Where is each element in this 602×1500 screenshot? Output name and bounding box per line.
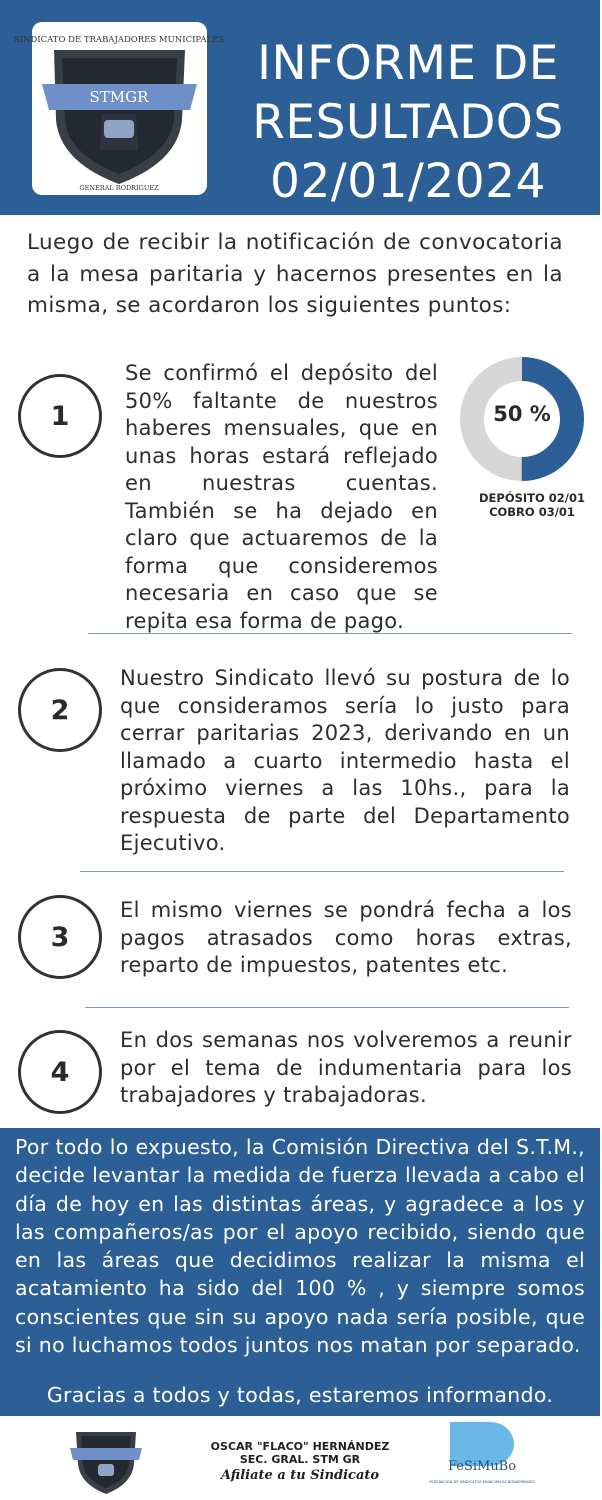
svg-text:GENERAL RODRIGUEZ: GENERAL RODRIGUEZ [79, 184, 159, 192]
divider-2 [80, 871, 564, 872]
payment-date: COBRO 03/01 [489, 505, 575, 519]
point-number-1: 1 [18, 374, 102, 458]
title-line-2: RESULTADOS [252, 95, 564, 150]
point-text-4: En dos semanas nos volveremos a reunir por el tema de indumentaria para los trabajadores y trabajadoras. [120, 1028, 572, 1107]
point-number-3: 3 [18, 895, 102, 979]
closing-line: Gracias a todos y todas, estaremos informando. [46, 1383, 554, 1407]
point-number-4: 4 [18, 1030, 102, 1114]
signatory-name: OSCAR "FLACO" HERNÁNDEZ [210, 1440, 390, 1453]
report-title [218, 34, 598, 211]
svg-text:FEDERACION DE SINDICATOS MUNIC: FEDERACION DE SINDICATOS MUNICIPALES BONAERENSES [429, 1480, 535, 1484]
svg-text:STMGR: STMGR [89, 88, 149, 106]
progress-percent-label: 50 % [493, 402, 551, 426]
divider-1 [88, 633, 572, 634]
svg-text:FeSiMuBo: FeSiMuBo [447, 1459, 517, 1474]
footer-union-logo-icon [66, 1418, 146, 1498]
conclusion-text: Por todo lo expuesto, la Comisión Directiva del S.T.M., decide levantar la medida de fuerza llevada a cabo el día de hoy en las distintas áreas, y agradece a los y las compañeros/as por el apoyo recibido, siendo que en las áreas que decidimos realizar la misma el acatamiento ha sido del 100 % , y siempre somos conscientes que sin su apoyo nada sería posible, que si no luchamos todos juntos nos matan por separado. [15, 1135, 585, 1358]
signatory [185, 1440, 415, 1466]
svg-text:SINDICATO DE TRABAJADORES MUNI: SINDICATO DE TRABAJADORES MUNICIPALES [13, 35, 225, 45]
point-text-3: El mismo viernes se pondrá fecha a los pagos atrasados como horas extras, reparto de impuestos, patentes etc. [120, 898, 572, 977]
conclusion-panel [0, 1128, 600, 1416]
point-text-1: Se confirmó el depósito del 50% faltante de nuestros haberes mensuales, que en unas horas estará reflejado en nuestras cuentas. También se ha dejado en claro que actuaremos de la forma que consideremos necesaria en caso que se repita esa forma de pago. [125, 361, 438, 633]
deposit-date: DEPÓSITO 02/01 [479, 491, 585, 505]
footer [0, 1416, 600, 1500]
point-number-2: 2 [18, 668, 102, 752]
divider-3 [85, 1007, 569, 1008]
union-logo [13, 22, 225, 195]
slogan: Afiliate a tu Sindicato [220, 1468, 380, 1483]
federation-logo-icon [429, 1420, 535, 1498]
point-text-2: Nuestro Sindicato llevó su postura de lo que consideramos sería lo justo para cerrar paritarias 2023, derivando en un llamado a cuarto intermedio hasta el próximo viernes a las 10hs., para la respuesta de parte del Departamento Ejecutivo. [120, 666, 570, 855]
header-banner [0, 0, 600, 215]
intro-paragraph: Luego de recibir la notificación de convocatoria a la mesa paritaria y hacernos presentes en la misma, se acordaron los siguientes puntos: [27, 230, 563, 318]
progress-caption [462, 491, 602, 519]
shield-logo-icon [13, 22, 225, 195]
signatory-role: SEC. GRAL. STM GR [239, 1453, 361, 1466]
title-line-3: 02/01/2024 [270, 154, 546, 209]
title-line-1: INFORME DE [257, 36, 559, 91]
